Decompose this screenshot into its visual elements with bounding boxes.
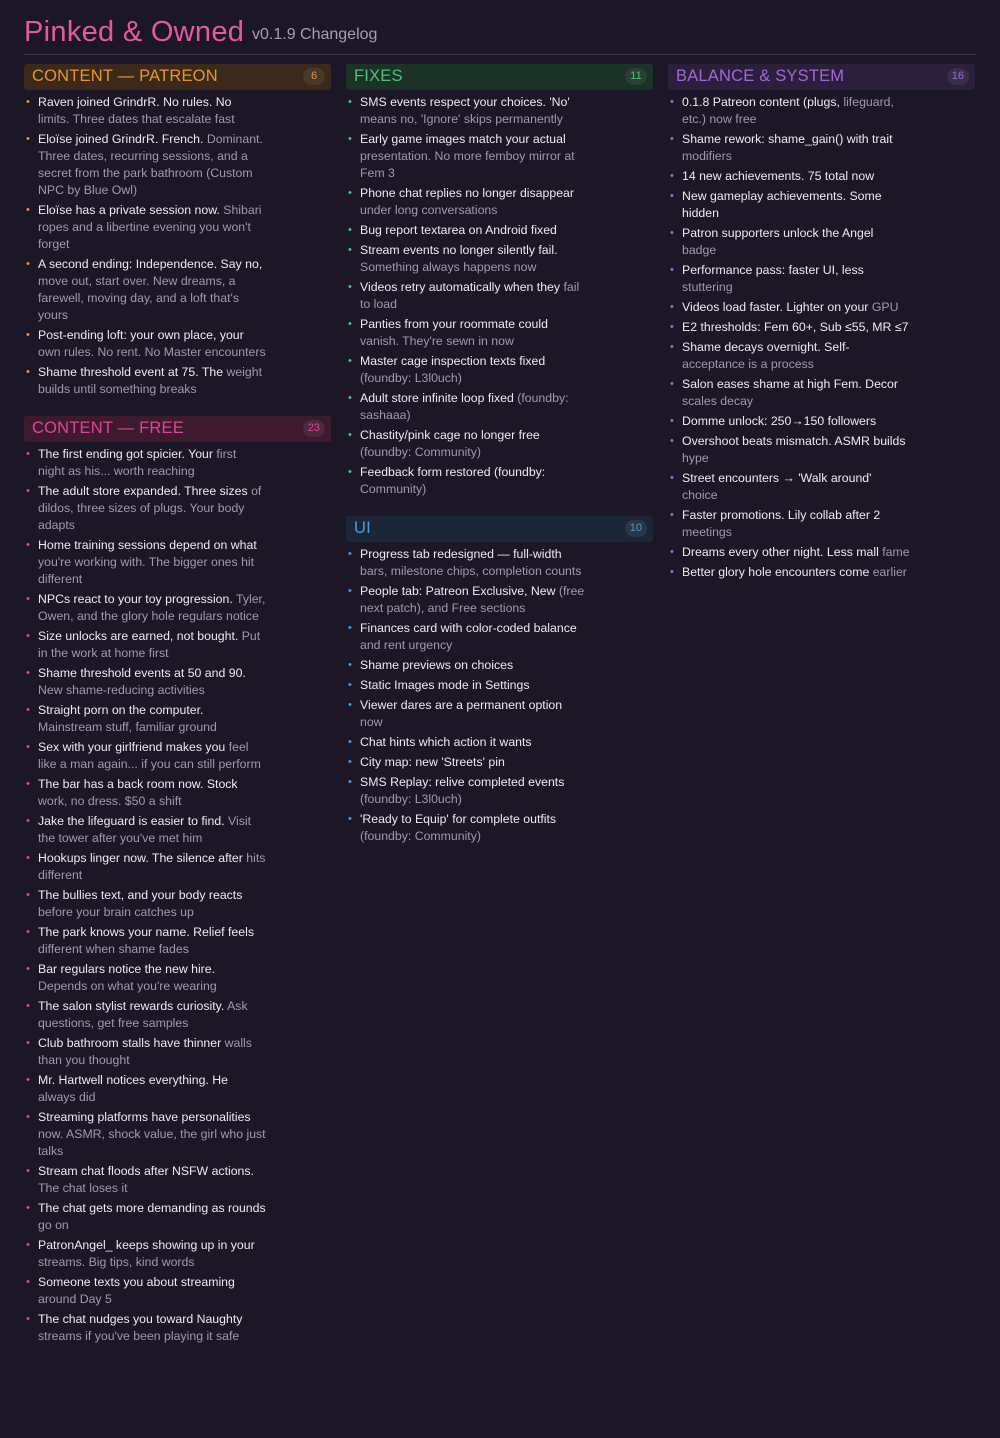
item-title: Shame decays overnight. Self- xyxy=(682,340,850,354)
changelog-item xyxy=(346,353,588,387)
item-description: hits different xyxy=(38,851,266,882)
item-title: Streaming platforms have personalities xyxy=(38,1110,251,1124)
item-description: (foundby: Community) xyxy=(360,445,481,459)
item-title: 0.1.8 Patreon content (plugs, xyxy=(682,95,840,109)
section-ui xyxy=(346,516,653,845)
changelog-item xyxy=(346,774,588,808)
bullet-icon: • xyxy=(670,96,674,108)
item-description: choice xyxy=(682,488,718,502)
section-title: FIXES xyxy=(354,67,403,85)
item-description: Mainstream stuff, familiar ground xyxy=(38,720,217,734)
section-content-patreon xyxy=(24,64,331,398)
item-title: Post-ending loft: your own place, your xyxy=(38,328,244,342)
item-title: Static Images mode in Settings xyxy=(360,678,530,692)
changelog-item xyxy=(24,850,266,884)
item-title: Early game images match your actual xyxy=(360,132,566,146)
item-title: Panties from your roommate could xyxy=(360,317,548,331)
bullet-icon: • xyxy=(26,539,30,551)
bullet-icon: • xyxy=(26,485,30,497)
bullet-icon: • xyxy=(26,778,30,790)
item-title: Size unlocks are earned, not bought. xyxy=(38,629,239,643)
item-description: presentation. No more femboy mirror at Fem 3 xyxy=(360,149,575,180)
changelog-item xyxy=(24,1163,266,1197)
bullet-icon: • xyxy=(670,566,674,578)
bullet-icon: • xyxy=(670,170,674,182)
changelog-item xyxy=(346,464,588,498)
bullet-icon: • xyxy=(26,133,30,145)
item-description: GPU xyxy=(871,300,899,314)
changelog-item xyxy=(24,665,266,699)
item-description: hype xyxy=(682,451,709,465)
item-title: Shame previews on choices xyxy=(360,658,514,672)
item-description: first night as his... worth reaching xyxy=(38,447,237,478)
item-description: acceptance is a process xyxy=(682,357,814,371)
item-description: (free next patch), and Free sections xyxy=(360,584,585,615)
changelog-item xyxy=(24,537,266,588)
section-title: CONTENT — FREE xyxy=(32,419,184,437)
bullet-icon: • xyxy=(348,466,352,478)
changelog-item xyxy=(346,811,588,845)
changelog-item xyxy=(346,222,588,239)
changelog-item xyxy=(668,94,910,128)
item-description: Something always happens now xyxy=(360,260,537,274)
item-title: Eloïse has a private session now. xyxy=(38,203,220,217)
changelog-item xyxy=(24,1072,266,1106)
bullet-icon: • xyxy=(348,736,352,748)
changelog-item xyxy=(24,813,266,847)
item-description: badge xyxy=(682,243,717,257)
item-title: New gameplay achievements. Some hidden xyxy=(682,189,882,220)
bullet-icon: • xyxy=(348,318,352,330)
item-description: Tyler, Owen, and the glory hole regulars notice xyxy=(38,592,266,623)
changelog-list xyxy=(24,94,331,398)
item-title: Patron supporters unlock the Angel xyxy=(682,226,874,240)
item-title: Feedback form restored (foundby: xyxy=(360,465,546,479)
item-description: Ask questions, get free samples xyxy=(38,999,248,1030)
item-description: fail to load xyxy=(360,280,580,311)
changelog-item xyxy=(346,131,588,182)
item-title: Someone texts you about streaming xyxy=(38,1275,235,1289)
item-title: Stream chat floods after NSFW actions. xyxy=(38,1164,254,1178)
bullet-icon: • xyxy=(670,133,674,145)
changelog-item xyxy=(668,168,910,185)
changelog-item xyxy=(24,1035,266,1069)
item-title: Salon eases shame at high Fem. Decor xyxy=(682,377,898,391)
changelog-item xyxy=(24,998,266,1032)
changelog-item xyxy=(668,225,910,259)
changelog-item xyxy=(346,620,588,654)
section-title: UI xyxy=(354,519,371,537)
bullet-icon: • xyxy=(26,258,30,270)
item-description: weight builds until something breaks xyxy=(38,365,262,396)
changelog-list xyxy=(346,94,653,498)
item-description: limits. Three dates that escalate fast xyxy=(38,112,235,126)
section-header xyxy=(346,64,653,90)
item-title: Shame threshold event at 75. The xyxy=(38,365,224,379)
changelog-item xyxy=(668,376,910,410)
app-title: Pinked & Owned xyxy=(24,16,245,48)
changelog-item xyxy=(668,299,910,316)
item-description: vanish. They're sewn in now xyxy=(360,334,514,348)
item-title: The park knows your name. Relief feels xyxy=(38,925,254,939)
changelog-item xyxy=(24,364,266,398)
changelog-item xyxy=(24,1237,266,1271)
item-description: (foundby: L3l0uch) xyxy=(360,792,462,806)
item-description: lifeguard, etc.) now free xyxy=(682,95,894,126)
item-title: Progress tab redesigned — full-width xyxy=(360,547,562,561)
item-title: Sex with your girlfriend makes you xyxy=(38,740,226,754)
item-title: Eloïse joined GrindrR. French. xyxy=(38,132,204,146)
column-right xyxy=(668,64,975,599)
item-description: Put in the work at home first xyxy=(38,629,261,660)
item-description: different when shame fades xyxy=(38,942,189,956)
bullet-icon: • xyxy=(348,133,352,145)
item-title: The salon stylist rewards curiosity. xyxy=(38,999,225,1013)
item-title: A second ending: Independence. Say no, xyxy=(38,257,263,271)
column-middle xyxy=(346,64,653,863)
bullet-icon: • xyxy=(26,852,30,864)
bullet-icon: • xyxy=(26,1202,30,1214)
item-title: Jake the lifeguard is easier to find. xyxy=(38,814,225,828)
item-title: Straight porn on the computer. xyxy=(38,703,204,717)
changelog-item xyxy=(346,546,588,580)
item-title: Raven joined GrindrR. No rules. No xyxy=(38,95,232,109)
changelog-item xyxy=(24,1274,266,1308)
bullet-icon: • xyxy=(26,1165,30,1177)
item-title: Faster promotions. Lily collab after 2 xyxy=(682,508,881,522)
bullet-icon: • xyxy=(348,776,352,788)
bullet-icon: • xyxy=(26,1239,30,1251)
changelog-item xyxy=(24,961,266,995)
bullet-icon: • xyxy=(26,741,30,753)
bullet-icon: • xyxy=(26,1313,30,1325)
changelog-item xyxy=(346,657,588,674)
changelog-item xyxy=(346,316,588,350)
item-title: Bar regulars notice the new hire. xyxy=(38,962,216,976)
changelog-item xyxy=(24,1311,266,1345)
bullet-icon: • xyxy=(26,1074,30,1086)
bullet-icon: • xyxy=(26,815,30,827)
item-title: The chat gets more demanding as rounds xyxy=(38,1201,266,1215)
item-title: Shame threshold events at 50 and 90. xyxy=(38,666,246,680)
bullet-icon: • xyxy=(26,1276,30,1288)
bullet-icon: • xyxy=(670,341,674,353)
bullet-icon: • xyxy=(26,630,30,642)
item-title: Bug report textarea on Android fixed xyxy=(360,223,557,237)
item-description: bars, milestone chips, completion counts xyxy=(360,564,582,578)
changelog-item xyxy=(24,702,266,736)
section-header xyxy=(346,516,653,542)
item-title: Domme unlock: 250→150 followers xyxy=(682,414,877,428)
item-description: feel like a man again... if you can still perform xyxy=(38,740,261,771)
section-fixes xyxy=(346,64,653,498)
changelog-item xyxy=(668,131,910,165)
section-count-badge: 11 xyxy=(625,68,647,85)
item-description: you're working with. The bigger ones hit different xyxy=(38,555,255,586)
item-description: means no, 'Ignore' skips permanently xyxy=(360,112,563,126)
bullet-icon: • xyxy=(348,756,352,768)
item-title: The bullies text, and your body reacts xyxy=(38,888,243,902)
item-description: walls than you thought xyxy=(38,1036,252,1067)
item-title: Shame rework: shame_gain() with trait xyxy=(682,132,893,146)
changelog-item xyxy=(346,390,588,424)
item-description: The chat loses it xyxy=(38,1181,128,1195)
item-description: (foundby: Community) xyxy=(360,829,481,843)
item-description: modifiers xyxy=(682,149,732,163)
bullet-icon: • xyxy=(670,190,674,202)
section-content-free xyxy=(24,416,331,1345)
changelog-item xyxy=(346,427,588,461)
bullet-icon: • xyxy=(26,448,30,460)
item-title: Mr. Hartwell notices everything. He xyxy=(38,1073,228,1087)
item-title: Master cage inspection texts fixed xyxy=(360,354,546,368)
column-left xyxy=(24,64,331,1363)
bullet-icon: • xyxy=(670,509,674,521)
item-description: meetings xyxy=(682,525,732,539)
item-description: Visit the tower after you've met him xyxy=(38,814,252,845)
bullet-icon: • xyxy=(26,204,30,216)
changelog-item xyxy=(668,544,910,561)
section-header xyxy=(668,64,975,90)
section-title: CONTENT — PATREON xyxy=(32,67,218,85)
section-count-badge: 23 xyxy=(303,420,325,437)
section-header xyxy=(24,64,331,90)
bullet-icon: • xyxy=(26,889,30,901)
bullet-icon: • xyxy=(26,667,30,679)
changelog-item xyxy=(668,262,910,296)
section-count-badge: 10 xyxy=(625,520,647,537)
changelog-item xyxy=(24,776,266,810)
item-title: The chat nudges you toward Naughty xyxy=(38,1312,243,1326)
item-title: Chastity/pink cage no longer free xyxy=(360,428,540,442)
changelog-version: v0.1.9 Changelog xyxy=(252,26,378,43)
changelog-list xyxy=(346,546,653,845)
changelog-item xyxy=(668,339,910,373)
item-description: now. ASMR, shock value, the girl who just talks xyxy=(38,1127,266,1158)
item-title: 'Ready to Equip' for complete outfits xyxy=(360,812,557,826)
bullet-icon: • xyxy=(26,963,30,975)
changelog-item xyxy=(668,188,910,222)
bullet-icon: • xyxy=(348,679,352,691)
item-description: and rent urgency xyxy=(360,638,453,652)
bullet-icon: • xyxy=(670,472,674,484)
bullet-icon: • xyxy=(26,96,30,108)
changelog-item xyxy=(24,483,266,534)
bullet-icon: • xyxy=(348,699,352,711)
changelog-item xyxy=(346,754,588,771)
item-description: stuttering xyxy=(682,280,733,294)
changelog-item xyxy=(346,185,588,219)
bullet-icon: • xyxy=(26,1037,30,1049)
item-title: SMS events respect your choices. 'No' xyxy=(360,95,570,109)
item-title: SMS Replay: relive completed events xyxy=(360,775,565,789)
bullet-icon: • xyxy=(670,264,674,276)
item-description: New shame-reducing activities xyxy=(38,683,205,697)
bullet-icon: • xyxy=(670,378,674,390)
bullet-icon: • xyxy=(348,355,352,367)
item-title: 14 new achievements. 75 total now xyxy=(682,169,875,183)
item-title: The adult store expanded. Three sizes xyxy=(38,484,248,498)
bullet-icon: • xyxy=(348,244,352,256)
item-title: Viewer dares are a permanent option xyxy=(360,698,563,712)
bullet-icon: • xyxy=(670,227,674,239)
item-title: E2 thresholds: Fem 60+, Sub ≤55, MR ≤7 xyxy=(682,320,909,334)
item-description: move out, start over. New dreams, a farewell, moving day, and a loft that's yours xyxy=(38,274,240,322)
item-title: Stream events no longer silently fail. xyxy=(360,243,558,257)
item-description: under long conversations xyxy=(360,203,498,217)
item-title: Adult store infinite loop fixed xyxy=(360,391,514,405)
bullet-icon: • xyxy=(26,329,30,341)
bullet-icon: • xyxy=(348,281,352,293)
changelog-item xyxy=(24,924,266,958)
item-description: Depends on what you're wearing xyxy=(38,979,217,993)
item-title: NPCs react to your toy progression. xyxy=(38,592,233,606)
item-title: Chat hints which action it wants xyxy=(360,735,532,749)
page-header xyxy=(24,14,976,55)
changelog-item xyxy=(24,591,266,625)
item-description: (foundby: sashaaa) xyxy=(360,391,569,422)
section-header xyxy=(24,416,331,442)
item-description: work, no dress. $50 a shift xyxy=(38,794,182,808)
changelog-item xyxy=(24,131,266,199)
bullet-icon: • xyxy=(348,187,352,199)
section-title: BALANCE & SYSTEM xyxy=(676,67,845,85)
bullet-icon: • xyxy=(348,429,352,441)
item-description: earlier xyxy=(872,565,907,579)
changelog-item xyxy=(346,697,588,731)
changelog-item xyxy=(668,564,910,581)
changelog-item xyxy=(668,319,910,336)
item-description: own rules. No rent. No Master encounters xyxy=(38,345,266,359)
changelog-item xyxy=(668,507,910,541)
changelog-item xyxy=(24,1200,266,1234)
bullet-icon: • xyxy=(26,366,30,378)
changelog-item xyxy=(24,256,266,324)
bullet-icon: • xyxy=(26,593,30,605)
changelog-item xyxy=(346,734,588,751)
changelog-item xyxy=(346,242,588,276)
item-title: PatronAngel_ keeps showing up in your xyxy=(38,1238,255,1252)
bullet-icon: • xyxy=(26,1111,30,1123)
item-title: Home training sessions depend on what xyxy=(38,538,257,552)
bullet-icon: • xyxy=(348,622,352,634)
section-count-badge: 16 xyxy=(947,68,969,85)
item-description: around Day 5 xyxy=(38,1292,112,1306)
item-title: Finances card with color-coded balance xyxy=(360,621,577,635)
changelog-item xyxy=(346,583,588,617)
bullet-icon: • xyxy=(348,659,352,671)
item-description: of dildos, three sizes of plugs. Your body adapts xyxy=(38,484,262,532)
bullet-icon: • xyxy=(670,546,674,558)
item-title: Hookups linger now. The silence after xyxy=(38,851,243,865)
changelog-item xyxy=(24,202,266,253)
changelog-item xyxy=(24,1109,266,1160)
item-description: fame xyxy=(882,545,910,559)
item-title: Dreams every other night. Less mall xyxy=(682,545,879,559)
bullet-icon: • xyxy=(26,704,30,716)
changelog-item xyxy=(24,327,266,361)
item-title: Club bathroom stalls have thinner xyxy=(38,1036,222,1050)
item-title: Street encounters → 'Walk around' xyxy=(682,471,872,485)
item-title: Videos load faster. Lighter on your xyxy=(682,300,869,314)
item-description: Shibari ropes and a libertine evening you won't forget xyxy=(38,203,262,251)
bullet-icon: • xyxy=(670,321,674,333)
section-balance-system xyxy=(668,64,975,581)
changelog-list xyxy=(668,94,975,581)
item-title: People tab: Patreon Exclusive, New xyxy=(360,584,556,598)
item-description: (foundby: L3l0uch) xyxy=(360,371,462,385)
changelog-item xyxy=(24,628,266,662)
item-description: streams. Big tips, kind words xyxy=(38,1255,195,1269)
item-title: City map: new 'Streets' pin xyxy=(360,755,505,769)
item-description: go on xyxy=(38,1218,69,1232)
changelog-item xyxy=(346,94,588,128)
item-title: Better glory hole encounters come xyxy=(682,565,870,579)
item-title: Phone chat replies no longer disappear xyxy=(360,186,574,200)
item-title: Videos retry automatically when they xyxy=(360,280,561,294)
item-description: Community) xyxy=(360,482,427,496)
bullet-icon: • xyxy=(670,301,674,313)
changelog-item xyxy=(346,279,588,313)
changelog-list xyxy=(24,446,331,1345)
item-description: Dominant. Three dates, recurring sessions, and a secret from the park bathroom (Custom NPC by Blue Owl) xyxy=(38,132,263,197)
item-title: The first ending got spicier. Your xyxy=(38,447,213,461)
item-description: now xyxy=(360,715,383,729)
changelog-item xyxy=(668,413,910,430)
item-description: scales decay xyxy=(682,394,754,408)
item-title: Performance pass: faster UI, less xyxy=(682,263,864,277)
bullet-icon: • xyxy=(670,415,674,427)
bullet-icon: • xyxy=(26,1000,30,1012)
bullet-icon: • xyxy=(348,585,352,597)
bullet-icon: • xyxy=(670,435,674,447)
item-title: Overshoot beats mismatch. ASMR builds xyxy=(682,434,906,448)
changelog-item xyxy=(24,739,266,773)
changelog-item xyxy=(24,94,266,128)
item-description: streams if you've been playing it safe xyxy=(38,1329,240,1343)
bullet-icon: • xyxy=(348,96,352,108)
changelog-item xyxy=(668,470,910,504)
bullet-icon: • xyxy=(348,813,352,825)
changelog-item xyxy=(24,887,266,921)
bullet-icon: • xyxy=(348,548,352,560)
item-description: before your brain catches up xyxy=(38,905,194,919)
section-count-badge: 6 xyxy=(303,68,325,85)
changelog-item xyxy=(24,446,266,480)
item-description: always did xyxy=(38,1090,96,1104)
changelog-item xyxy=(668,433,910,467)
changelog-item xyxy=(346,677,588,694)
item-title: The bar has a back room now. Stock xyxy=(38,777,238,791)
bullet-icon: • xyxy=(348,224,352,236)
bullet-icon: • xyxy=(26,926,30,938)
bullet-icon: • xyxy=(348,392,352,404)
